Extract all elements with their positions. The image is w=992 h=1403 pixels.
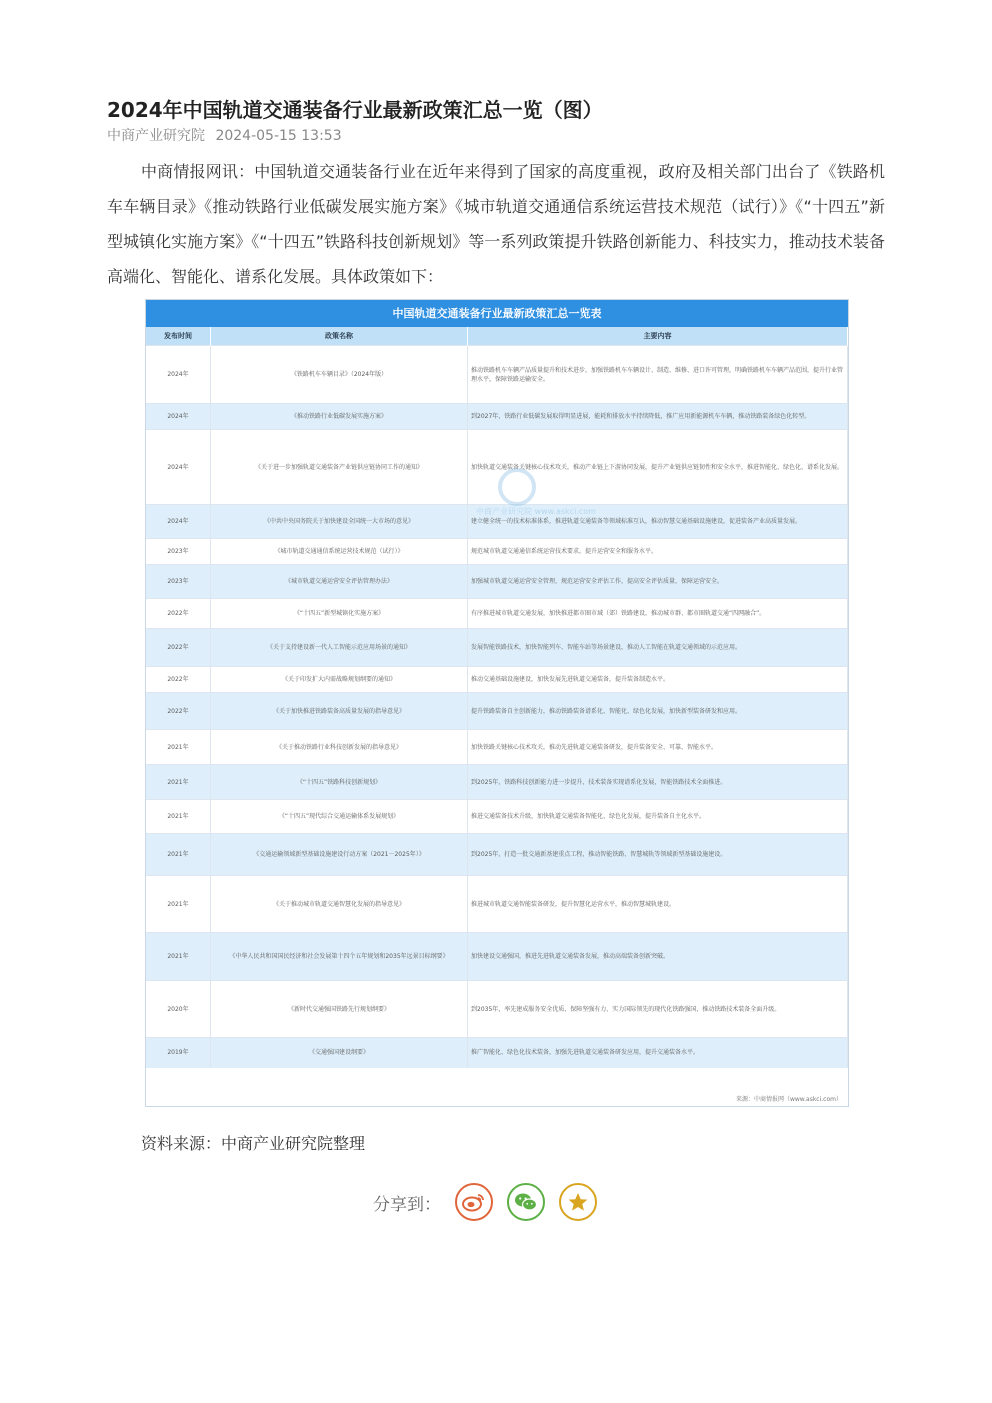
row-date: 2019年 [146,1038,211,1068]
weibo-icon [462,1192,486,1212]
row-policy-name: 《关于印发扩大内需战略规划纲要的通知》 [211,667,468,693]
row-date: 2021年 [146,876,211,933]
article-meta [107,125,342,145]
header-content: 主要内容 [468,327,848,346]
row-date: 2024年 [146,505,211,539]
table-row [146,730,848,765]
policy-table-figure [145,299,849,1107]
data-source: 资料来源：中商产业研究院整理 [141,1134,366,1153]
watermark-circle-icon [498,468,536,506]
row-policy-name: 《交通强国建设纲要》 [211,1038,468,1068]
share-favorite-button[interactable] [559,1183,597,1221]
row-policy-name: 《城市轨道交通通信系统运营技术规范（试行）》 [211,539,468,565]
row-content: 推进城市轨道交通智能装备研发，提升智慧化运营水平，推动智慧城轨建设。 [468,876,848,933]
row-date: 2024年 [146,404,211,430]
row-policy-name: 《中共中央国务院关于加快建设全国统一大市场的意见》 [211,505,468,539]
header-policy-name: 政策名称 [211,327,468,346]
row-policy-name: 《铁路机车车辆目录》（2024年版） [211,346,468,404]
table-row [146,693,848,730]
share-weibo-button[interactable] [455,1183,493,1221]
row-policy-name: 《中华人民共和国国民经济和社会发展第十四个五年规划和2035年远景目标纲要》 [211,933,468,981]
row-content: 到2025年，打造一批交通新基建重点工程，推动智能铁路、智慧城轨等领域新型基础设施建设。 [468,834,848,876]
table-row [146,346,848,404]
table-row [146,404,848,430]
row-date: 2021年 [146,933,211,981]
table-row [146,629,848,667]
star-icon [567,1191,589,1213]
policy-table [146,327,848,1068]
watermark-text: 中商产业研究院 www.askci.com [476,507,596,516]
header-date: 发布时间 [146,327,211,346]
wechat-icon [514,1192,538,1212]
row-content: 加快轨道交通装备关键核心技术攻关，推动产业链上下游协同发展，提升产业链供应链韧性和安全水平，推进智能化、绿色化、谱系化发展。 [468,430,848,505]
row-date: 2022年 [146,629,211,667]
table-header-row [146,327,848,346]
row-date: 2022年 [146,667,211,693]
row-content: 推动铁路机车车辆产品质量提升和技术进步，加强铁路机车车辆设计、制造、维修、进口许可管理，明确铁路机车车辆产品范围，提升行业管理水平，保障铁路运输安全。 [468,346,848,404]
table-row [146,800,848,834]
row-content: 到2027年，铁路行业低碳发展取得明显进展，能耗和排放水平持续降低，推广应用新能源机车车辆，推动铁路装备绿色化转型。 [468,404,848,430]
row-content: 推广智能化、绿色化技术装备，加强先进轨道交通装备研发应用，提升交通装备水平。 [468,1038,848,1068]
share-wechat-button[interactable] [507,1183,545,1221]
row-policy-name: 《“十四五”铁路科技创新规划》 [211,765,468,800]
publish-date: 2024-05-15 13:53 [215,128,342,144]
row-policy-name: 《推动铁路行业低碳发展实施方案》 [211,404,468,430]
table-row [146,599,848,629]
source-name[interactable]: 中商产业研究院 [107,128,205,144]
row-policy-name: 《关于推动铁路行业科技创新发展的指导意见》 [211,730,468,765]
row-policy-name: 《关于推动城市轨道交通智慧化发展的指导意见》 [211,876,468,933]
row-date: 2023年 [146,539,211,565]
table-row [146,667,848,693]
row-content: 推进交通装备技术升级，加快轨道交通装备智能化、绿色化发展，提升装备自主化水平。 [468,800,848,834]
table-row [146,876,848,933]
article-title: 2024年中国轨道交通装备行业最新政策汇总一览（图） [107,98,603,122]
figure-source-note: 来源：中商情报网（www.askci.com） [735,1096,842,1103]
watermark-logo [476,468,596,523]
row-policy-name: 《“十四五”现代综合交通运输体系发展规划》 [211,800,468,834]
row-policy-name: 《“十四五”新型城镇化实施方案》 [211,599,468,629]
row-content: 到2035年，率先建成服务安全优质、保障坚强有力、实力国际领先的现代化铁路强国，推动铁路技术装备全面升级。 [468,981,848,1038]
row-date: 2021年 [146,730,211,765]
row-policy-name: 《关于支持建设新一代人工智能示范应用场景的通知》 [211,629,468,667]
table-row [146,933,848,981]
row-date: 2023年 [146,565,211,599]
row-content: 发展智能铁路技术，加快智能列车、智能车站等场景建设，推动人工智能在轨道交通领域的示范应用。 [468,629,848,667]
row-content: 到2025年，铁路科技创新能力进一步提升，技术装备实现谱系化发展，智能铁路技术全面推进。 [468,765,848,800]
table-row [146,539,848,565]
table-row [146,834,848,876]
row-date: 2020年 [146,981,211,1038]
row-date: 2021年 [146,765,211,800]
row-policy-name: 《关于进一步加强轨道交通装备产业链供应链协同工作的通知》 [211,430,468,505]
row-date: 2021年 [146,800,211,834]
row-content: 加强城市轨道交通运营安全管理，规范运营安全评估工作，提高安全评估质量，保障运营安全。 [468,565,848,599]
row-content: 提升铁路装备自主创新能力，推动铁路装备谱系化、智能化、绿色化发展，加快新型装备研发和应用。 [468,693,848,730]
share-label: 分享到： [373,1194,441,1215]
row-date: 2024年 [146,346,211,404]
share-bar [373,1182,597,1222]
table-row [146,981,848,1038]
row-content: 规范城市轨道交通通信系统运营技术要求，提升运营安全和服务水平。 [468,539,848,565]
article-intro: 中商情报网讯：中国轨道交通装备行业在近年来得到了国家的高度重视，政府及相关部门出台了《铁路机车车辆目录》《推动铁路行业低碳发展实施方案》《城市轨道交通通信系统运营技术规范（试行）》《“十四五”新型城镇化实施方案》《“十四五”铁路科技创新规划》等一系列政策提升铁路创新能力、科技实力，推动技术装备高端化、智能化、谱系化发展。具体政策如下： [107,162,885,286]
row-policy-name: 《城市轨道交通运营安全评估管理办法》 [211,565,468,599]
row-policy-name: 《关于加快推进铁路装备高质量发展的指导意见》 [211,693,468,730]
row-date: 2022年 [146,693,211,730]
row-date: 2021年 [146,834,211,876]
row-content: 有序推进城市轨道交通发展，加快推进都市圈市域（郊）铁路建设，推动城市群、都市圈轨道交通“四网融合”。 [468,599,848,629]
table-row [146,565,848,599]
row-date: 2024年 [146,430,211,505]
row-content: 加快铁路关键核心技术攻关，推动先进轨道交通装备研发，提升装备安全、可靠、智能水平。 [468,730,848,765]
row-policy-name: 《交通运输领域新型基础设施建设行动方案（2021－2025年）》 [211,834,468,876]
table-row [146,765,848,800]
row-policy-name: 《新时代交通强国铁路先行规划纲要》 [211,981,468,1038]
row-content: 建立健全统一的技术标准体系，推进轨道交通装备等领域标准互认，推动智慧交通基础设施建设，促进装备产业高质量发展。 [468,505,848,539]
row-content: 加快建设交通强国，推进先进轨道交通装备发展，推动高端装备创新突破。 [468,933,848,981]
row-content: 推动交通基础设施建设，加快发展先进轨道交通装备，提升装备制造水平。 [468,667,848,693]
table-row [146,1038,848,1068]
row-date: 2022年 [146,599,211,629]
figure-title: 中国轨道交通装备行业最新政策汇总一览表 [146,300,848,327]
